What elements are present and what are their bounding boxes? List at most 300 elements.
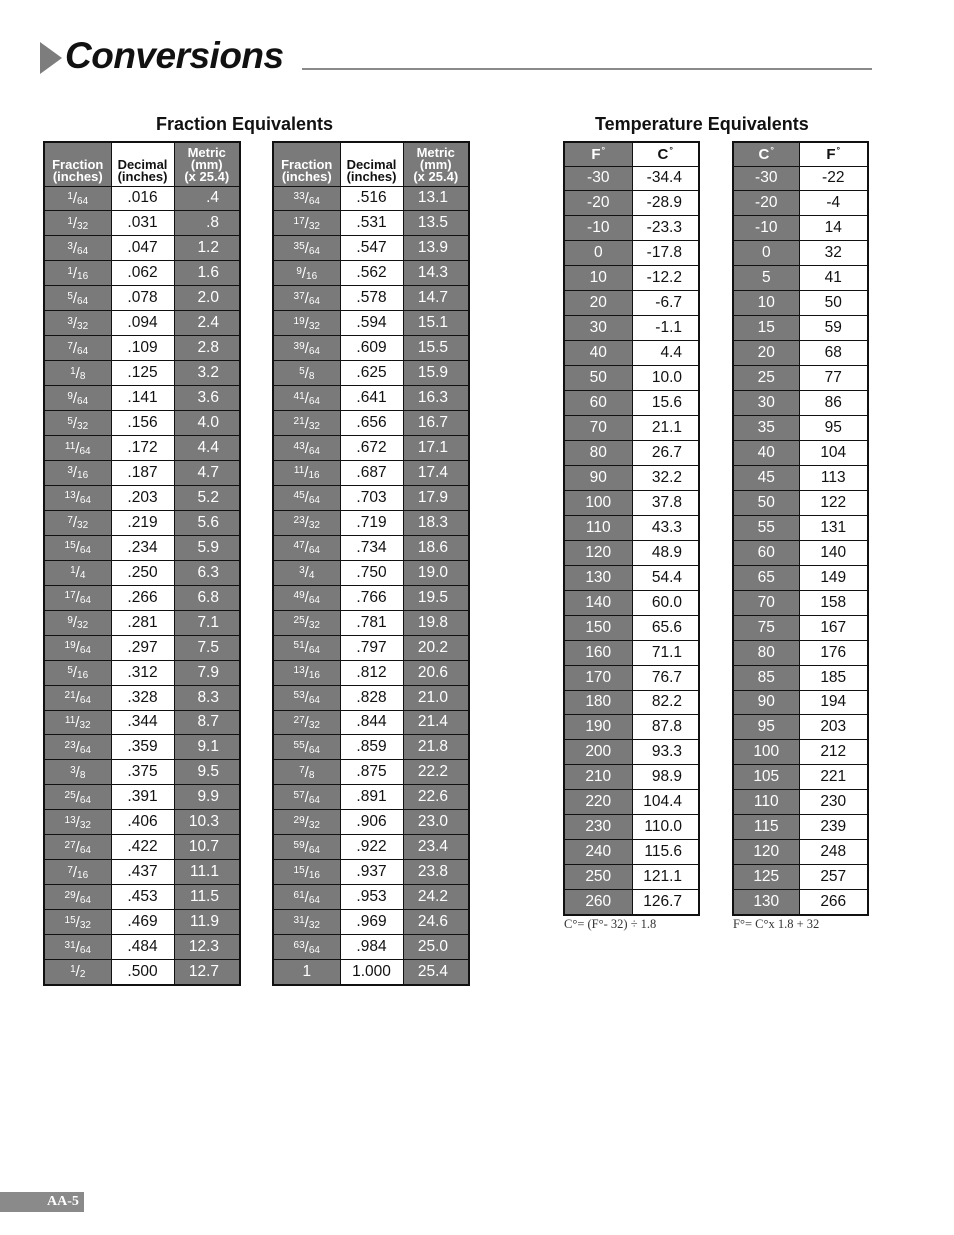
fraction-numerator: 35 [293,240,305,252]
fraction-denominator: 32 [77,520,89,532]
arrow-icon [40,42,62,74]
input-temperature-cell: 90 [733,690,799,715]
column-header-line: (x 25.4) [184,168,230,184]
decimal-cell: .047 [111,236,174,261]
input-temperature-cell: 15 [733,316,799,341]
fraction-cell [44,910,111,935]
metric-cell: 13.5 [403,211,469,236]
table-row [733,590,868,615]
fraction-slash: / [304,514,309,532]
fraction-numerator: 1 [67,265,73,277]
fraction-cell [273,186,340,211]
fraction-denominator: 64 [79,695,91,707]
table-row [564,241,699,266]
decimal-cell: .766 [340,585,403,610]
fraction-cell [273,236,340,261]
decimal-cell: .125 [111,361,174,386]
input-temperature-cell: 20 [564,291,632,316]
fraction-denominator: 64 [77,345,89,357]
decimal-cell: .531 [340,211,403,236]
table-row [273,910,469,935]
table-row [273,411,469,436]
fraction-cell [273,560,340,585]
metric-cell: 21.4 [403,710,469,735]
fraction-denominator: 64 [308,695,320,707]
decimal-cell: .750 [340,560,403,585]
input-temperature-cell: 100 [564,490,632,515]
converted-temperature-cell: -28.9 [632,191,699,216]
fraction-numerator: 5 [67,290,73,302]
fraction-numerator: 5 [299,365,305,377]
fraction-denominator: 32 [308,420,320,432]
header-rule [302,68,872,70]
fraction-slash: / [75,439,80,457]
fraction-slash: / [72,339,78,357]
fraction-denominator: 64 [308,345,320,357]
metric-cell: 14.3 [403,261,469,286]
fraction-slash: / [75,713,80,731]
table-row [733,191,868,216]
table-row [564,266,699,291]
table-row [564,440,699,465]
table-row [564,191,699,216]
fraction-slash: / [75,564,80,582]
fraction-denominator: 64 [77,395,89,407]
column-header-decimal [340,142,403,186]
fraction-slash: / [304,439,309,457]
column-header-decimal [111,142,174,186]
fraction-denominator: 4 [308,570,315,582]
column-header-line: (inches) [346,168,397,184]
fraction-slash: / [304,713,309,731]
input-temperature-cell: 30 [733,391,799,416]
table-row [733,640,868,665]
table-row [44,735,240,760]
fraction-cell [273,510,340,535]
fraction-denominator: 32 [77,420,89,432]
fraction-cell [273,835,340,860]
fraction-cell [44,560,111,585]
decimal-cell: .609 [340,336,403,361]
table-row [273,436,469,461]
input-temperature-cell: 130 [564,565,632,590]
metric-cell: 1.2 [174,236,240,261]
table-row [733,440,868,465]
fraction-numerator: 9 [67,390,73,402]
table-row [733,540,868,565]
fraction-cell [44,535,111,560]
input-temperature-cell: 45 [733,465,799,490]
metric-cell: 15.9 [403,361,469,386]
metric-cell: 25.0 [403,935,469,960]
fraction-slash: / [304,389,309,407]
input-temperature-cell: 240 [564,840,632,865]
table-row [273,186,469,211]
table-row [564,391,699,416]
metric-cell: 11.9 [174,910,240,935]
input-temperature-cell: -10 [733,216,799,241]
input-temperature-cell: 130 [733,890,799,915]
input-temperature-cell: 230 [564,815,632,840]
table-row [44,261,240,286]
fraction-numerator: 59 [293,839,305,851]
table-row [44,510,240,535]
fraction-numerator: 41 [293,390,305,402]
fraction-numerator: 9 [67,615,73,627]
table-row [564,216,699,241]
decimal-cell: .859 [340,735,403,760]
input-temperature-cell: -30 [564,166,632,191]
metric-cell: 18.3 [403,510,469,535]
decimal-cell: .719 [340,510,403,535]
header-row [273,142,469,186]
table-row [44,610,240,635]
decimal-cell: .469 [111,910,174,935]
table-row [733,890,868,915]
converted-temperature-cell: 212 [799,740,868,765]
degree-symbol: ° [601,145,606,156]
column-header-line: (inches) [281,168,332,184]
metric-cell: 3.6 [174,386,240,411]
table-row [44,960,240,985]
input-temperature-cell: 90 [564,465,632,490]
fraction-slash: / [72,414,78,432]
decimal-cell: .281 [111,610,174,635]
fraction-cell [44,960,111,985]
column-header-line: Fraction [281,156,333,172]
fraction-numerator: 7 [299,764,305,776]
table-row [733,465,868,490]
input-temperature-cell: 250 [564,865,632,890]
metric-cell: 21.0 [403,685,469,710]
fraction-denominator: 32 [77,620,89,632]
fraction-denominator: 64 [308,794,320,806]
fraction-cell [273,211,340,236]
decimal-cell: .094 [111,311,174,336]
fraction-slash: / [304,314,309,332]
converted-temperature-cell: 43.3 [632,515,699,540]
fraction-cell [273,860,340,885]
decimal-cell: .172 [111,436,174,461]
fraction-slash: / [75,888,80,906]
decimal-cell: .453 [111,885,174,910]
input-temperature-cell: 60 [733,540,799,565]
decimal-cell: .375 [111,760,174,785]
input-temperature-cell: 35 [733,416,799,441]
column-header-fraction [273,142,340,186]
fraction-denominator: 32 [308,320,320,332]
fraction-slash: / [75,364,80,382]
column-header-line: (mm) [419,156,452,172]
converted-temperature-cell: -34.4 [632,166,699,191]
fraction-slash: / [72,514,78,532]
metric-cell: 16.7 [403,411,469,436]
fraction-cell [273,261,340,286]
fraction-denominator: 64 [79,794,91,806]
degree-symbol: ° [669,145,673,156]
fraction-slash: / [304,239,309,257]
converted-temperature-cell: 194 [799,690,868,715]
table-row [273,885,469,910]
metric-cell: 5.6 [174,510,240,535]
converted-temperature-cell: 203 [799,715,868,740]
fraction-slash: / [75,788,80,806]
fraction-cell [44,785,111,810]
decimal-cell: .344 [111,710,174,735]
input-temperature-cell: 95 [733,715,799,740]
fraction-cell [273,785,340,810]
input-temperature-cell: 80 [733,640,799,665]
metric-cell: .8 [174,211,240,236]
metric-cell: 12.7 [174,960,240,985]
input-temperature-cell: 170 [564,665,632,690]
converted-temperature-cell: 37.8 [632,490,699,515]
fraction-cell [273,735,340,760]
metric-cell: 20.6 [403,660,469,685]
input-temperature-cell: 125 [733,865,799,890]
fraction-cell [273,485,340,510]
fraction-table-left [43,141,241,986]
fraction-numerator: 21 [64,690,76,702]
fraction-denominator: 64 [77,295,89,307]
fraction-denominator: 64 [79,894,91,906]
decimal-cell: .422 [111,835,174,860]
fraction-numerator: 25 [64,789,76,801]
fraction-numerator: 27 [64,839,76,851]
header-row [44,142,240,186]
fraction-denominator: 16 [77,670,89,682]
table-row [44,361,240,386]
fraction-cell [44,685,111,710]
table-row [273,935,469,960]
decimal-cell: .391 [111,785,174,810]
fraction-cell [44,735,111,760]
fraction-numerator: 15 [293,864,305,876]
table-row [564,366,699,391]
fraction-numerator: 11 [64,714,76,726]
converted-temperature-cell: 60.0 [632,590,699,615]
table-row [44,236,240,261]
fraction-cell [44,935,111,960]
input-temperature-cell: 55 [733,515,799,540]
converted-temperature-cell: 65.6 [632,615,699,640]
temperature-table-f-to-c [563,141,700,916]
table-row [564,341,699,366]
table-row [273,535,469,560]
metric-cell: 2.8 [174,336,240,361]
table-row [273,710,469,735]
fraction-numerator: 55 [293,739,305,751]
column-header-line: Decimal [117,156,168,172]
metric-cell: 7.5 [174,635,240,660]
metric-cell: 24.6 [403,910,469,935]
fraction-numerator: 47 [293,540,305,552]
table-row [733,241,868,266]
fraction-numerator: 17 [64,590,76,602]
fraction-cell [273,910,340,935]
converted-temperature-cell: 32.2 [632,465,699,490]
fraction-slash: / [72,664,78,682]
fraction-numerator: 21 [293,415,305,427]
metric-cell: 19.5 [403,585,469,610]
decimal-cell: .781 [340,610,403,635]
converted-temperature-cell: 95 [799,416,868,441]
fraction-numerator: 3 [70,764,76,776]
converted-temperature-cell: 54.4 [632,565,699,590]
input-temperature-cell: 5 [733,266,799,291]
converted-temperature-cell: 121.1 [632,865,699,890]
input-temperature-cell: 200 [564,740,632,765]
input-temperature-cell: 150 [564,615,632,640]
converted-temperature-cell: 86 [799,391,868,416]
fraction-slash: / [304,913,309,931]
fraction-denominator: 64 [308,744,320,756]
fraction-denominator: 64 [79,844,91,856]
fraction-slash: / [72,863,78,881]
fraction-slash: / [75,738,80,756]
fraction-cell [44,211,111,236]
fraction-cell [273,286,340,311]
fraction-cell [44,436,111,461]
table-row [44,535,240,560]
fraction-cell [44,510,111,535]
fraction-numerator: 1 [70,365,76,377]
table-row [44,635,240,660]
decimal-cell: .844 [340,710,403,735]
table-row [564,890,699,915]
fraction-numerator: 31 [64,939,76,951]
metric-cell: 11.1 [174,860,240,885]
input-temperature-cell: 160 [564,640,632,665]
column-header-line: Metric [416,144,455,160]
input-temperature-cell: 220 [564,790,632,815]
metric-cell: 23.0 [403,810,469,835]
table-row [564,590,699,615]
fraction-denominator: 8 [308,769,315,781]
table-row [273,960,469,985]
fraction-slash: / [304,364,309,382]
converted-temperature-cell: 59 [799,316,868,341]
fraction-slash: / [304,289,309,307]
fraction-numerator: 3 [67,465,73,477]
converted-temperature-cell: 149 [799,565,868,590]
fraction-numerator: 29 [293,814,305,826]
fraction-denominator: 64 [308,844,320,856]
table-row [733,790,868,815]
table-row [733,216,868,241]
metric-cell: 7.1 [174,610,240,635]
fraction-slash: / [75,489,80,507]
fraction-numerator: 49 [293,590,305,602]
table-row [733,665,868,690]
fraction-denominator: 32 [79,819,91,831]
decimal-cell: .687 [340,460,403,485]
table-row [733,391,868,416]
fraction-numerator: 5 [67,415,73,427]
converted-temperature-cell: 87.8 [632,715,699,740]
fraction-numerator: 43 [293,440,305,452]
metric-cell: 19.0 [403,560,469,585]
metric-cell: 11.5 [174,885,240,910]
table-row [733,166,868,191]
fraction-slash: / [304,639,309,657]
table-row [44,411,240,436]
fraction-slash: / [72,614,78,632]
column-header-line: (mm) [190,156,223,172]
metric-cell: .4 [174,186,240,211]
fraction-numerator: 13 [64,814,76,826]
fraction-cell [273,960,340,985]
table-row [564,515,699,540]
metric-cell: 16.3 [403,386,469,411]
decimal-cell: .359 [111,735,174,760]
fraction-denominator: 64 [308,445,320,457]
fraction-slash: / [301,264,307,282]
converted-temperature-cell: 122 [799,490,868,515]
table-row [564,316,699,341]
metric-cell: 17.9 [403,485,469,510]
fraction-numerator: 11 [293,465,305,477]
input-temperature-cell: 140 [564,590,632,615]
table-row [564,640,699,665]
unit-label: F [826,146,836,164]
fraction-denominator: 64 [79,744,91,756]
input-temperature-cell: 65 [733,565,799,590]
converted-temperature-cell: 185 [799,665,868,690]
input-temperature-cell: 70 [733,590,799,615]
fraction-numerator: 23 [293,515,305,527]
fraction-whole: 1 [302,962,312,980]
decimal-cell: .641 [340,386,403,411]
fraction-cell [273,710,340,735]
converted-temperature-cell: -4 [799,191,868,216]
table-row [733,615,868,640]
input-temperature-cell: 50 [733,490,799,515]
fraction-denominator: 64 [308,295,320,307]
fraction-cell [273,436,340,461]
fraction-numerator: 7 [67,340,73,352]
table-row [564,815,699,840]
table-row [733,416,868,441]
metric-cell: 20.2 [403,635,469,660]
fraction-slash: / [304,464,309,482]
fraction-slash: / [75,589,80,607]
fraction-denominator: 64 [308,245,320,257]
fraction-denominator: 64 [308,595,320,607]
converted-temperature-cell: 26.7 [632,440,699,465]
input-temperature-cell: 180 [564,690,632,715]
decimal-cell: .922 [340,835,403,860]
fraction-numerator: 5 [67,665,73,677]
converted-temperature-cell: 167 [799,615,868,640]
table-row [733,490,868,515]
fraction-denominator: 32 [79,919,91,931]
decimal-cell: .156 [111,411,174,436]
input-temperature-cell: -10 [564,216,632,241]
decimal-cell: .219 [111,510,174,535]
fraction-numerator: 39 [293,340,305,352]
table-row [44,885,240,910]
column-header-fraction [44,142,111,186]
fraction-denominator: 64 [308,894,320,906]
fraction-numerator: 45 [293,490,305,502]
decimal-cell: .703 [340,485,403,510]
converted-temperature-cell: 21.1 [632,416,699,441]
table-row [44,835,240,860]
fraction-slash: / [304,813,309,831]
decimal-cell: .297 [111,635,174,660]
fraction-denominator: 2 [79,969,86,981]
